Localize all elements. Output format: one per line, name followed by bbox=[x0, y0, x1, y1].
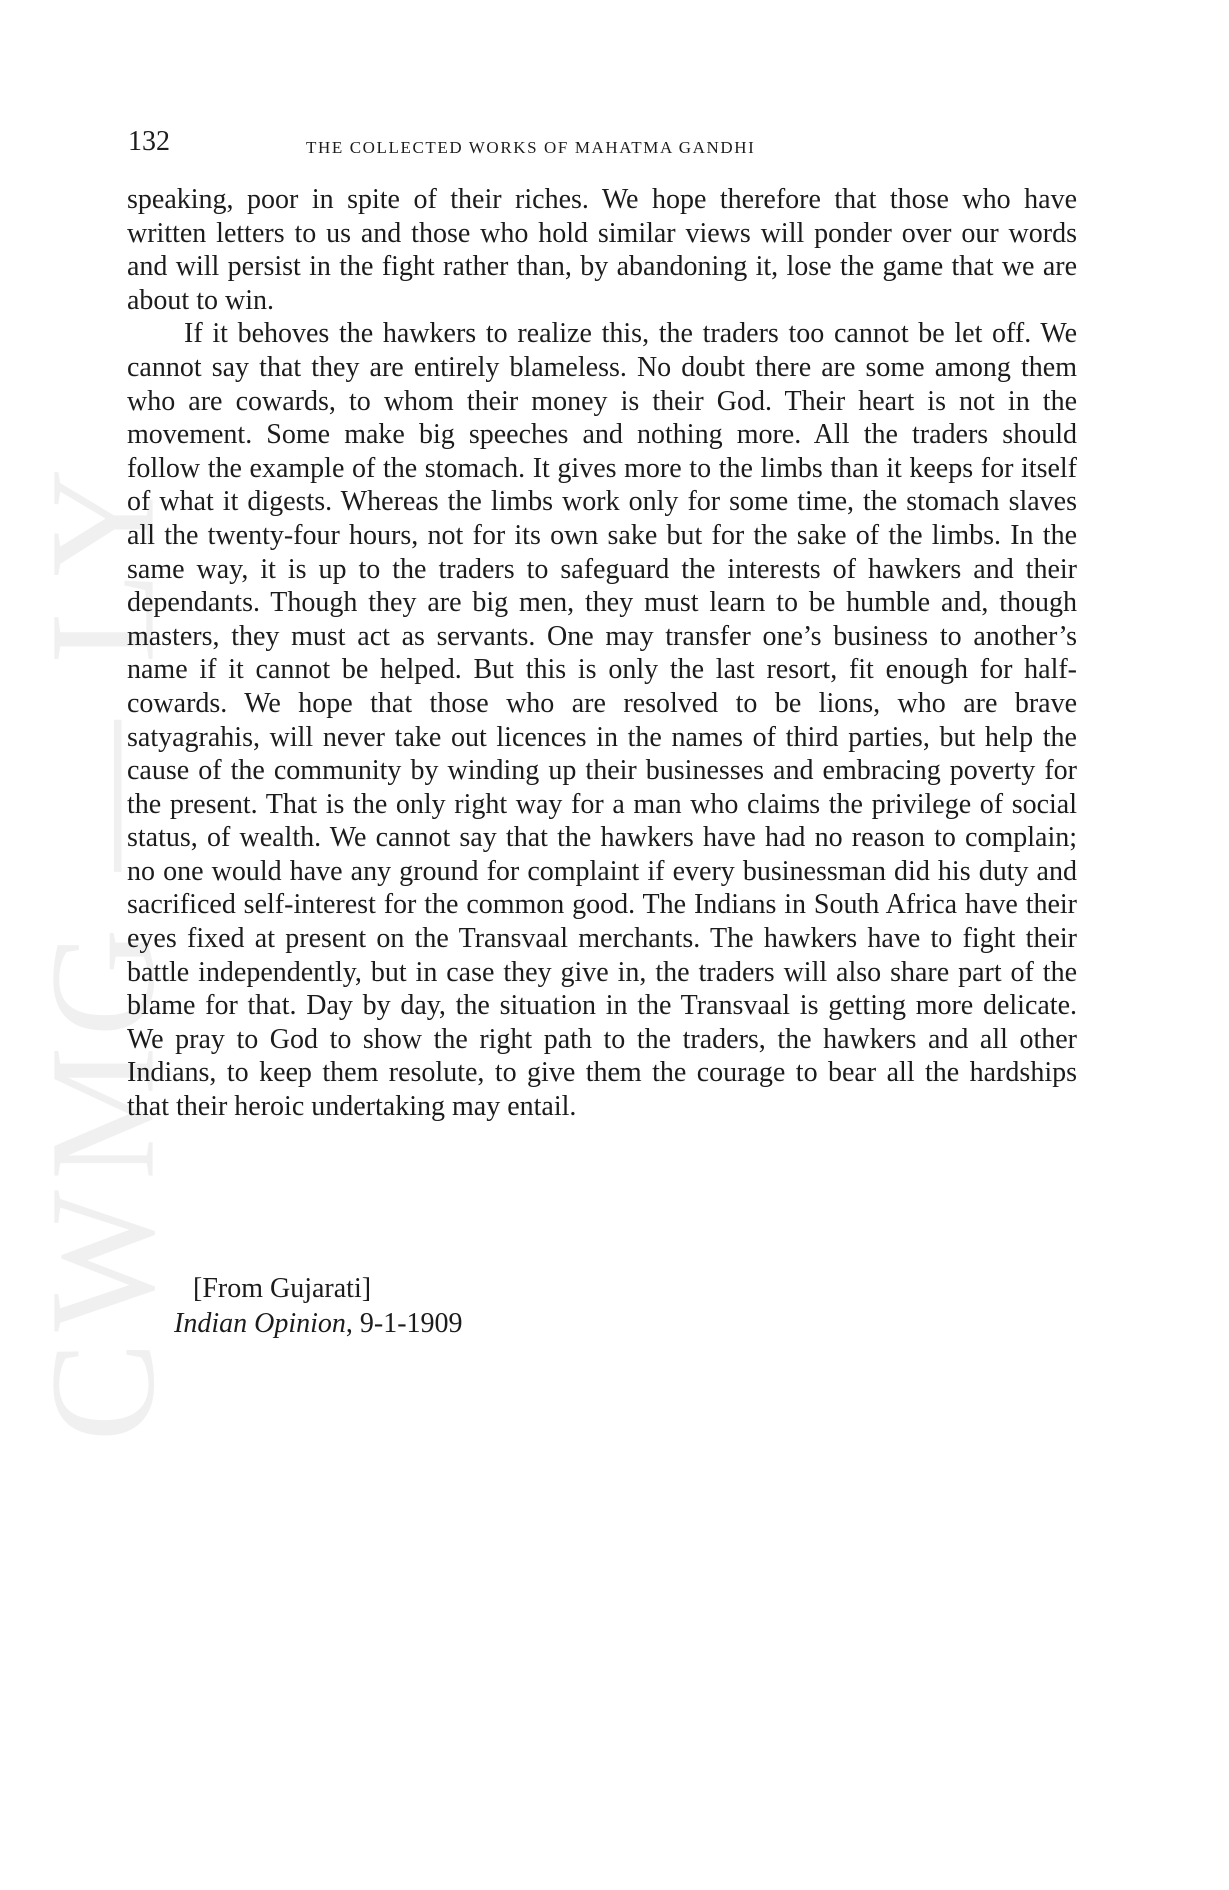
publication-date: , 9-1-1909 bbox=[345, 1308, 463, 1339]
source-note: [From Gujarati] bbox=[193, 1273, 372, 1304]
paragraph-traders: If it behoves the hawkers to realize this, the traders too cannot be let off. We cannot say that they are entirely blameless. No doubt there are some among them who are cowards, to whom their money is their God. Their heart is not in the movement. Some make big speeches and nothing more. All the traders should follow the example of the stomach. It gives more to the limbs than it keeps for itself of what it digests. Whereas the limbs work only for some time, the stomach slaves all the twenty-four hours, not for its own sake but for the sake of the limbs. In the same way, it is up to the traders to safeguard the interests of hawkers and their dependants. Though they are big men, they must learn to be humble and, though masters, they must act as servants. One may transfer one’s business to another’s name if it cannot be helped. But this is only the last resort, fit enough for half-cowards. We hope that those who are resolved to be lions, who are brave satyagrahis, will never take out licences in the names of third parties, but help the cause of the community by winding up their businesses and embracing poverty for the present. That is the only right way for a man who claims the privilege of social status, of wealth. We cannot say that the hawkers have had no reason to complain; no one would have any ground for complaint if every businessman did his duty and sacrificed self-interest for the common good. The Indians in South Africa have their eyes fixed at present on the Transvaal merchants. The hawkers have to fight their battle independently, but in case they give in, the traders will also share part of the blame for that. Day by day, the situation in the Transvaal is getting more delicate. We pray to God to show the right path to the traders, the hawkers and all other Indians, to keep them resolute, to give them the courage to bear all the hardships that their heroic undertaking may entail. bbox=[127, 318, 1077, 1123]
paragraph-continuation: speaking, poor in spite of their riches. We hope therefore that those who have written letters to us and those who hold similar views will ponder over our words and will persist in the fight rather than, by abandoning it, lose the game that we are about to win. bbox=[127, 184, 1077, 316]
page-number: 132 bbox=[128, 126, 170, 157]
running-title: THE COLLECTED WORKS OF MAHATMA GANDHI bbox=[306, 138, 756, 157]
publication-name: Indian Opinion bbox=[174, 1308, 346, 1339]
watermark-text: CWMG — LY bbox=[20, 458, 187, 1442]
body-text bbox=[127, 183, 1077, 1124]
citation bbox=[174, 1306, 463, 1342]
page-header bbox=[128, 126, 1078, 166]
